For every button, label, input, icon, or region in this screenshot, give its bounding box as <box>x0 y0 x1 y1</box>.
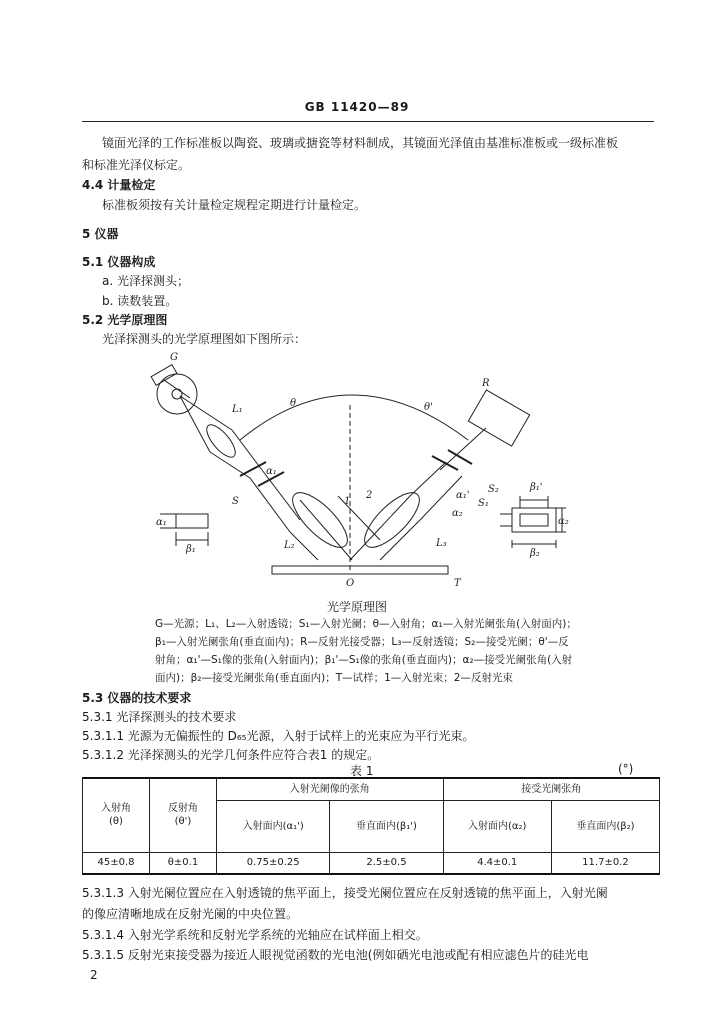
paragraph-line: 5.3.1.4 入射光学系统和反射光学系统的光轴应在试样面上相交。 <box>82 928 428 942</box>
receiver-r <box>468 390 529 446</box>
label-b2: β₂ <box>530 548 540 559</box>
header-in-aperture: 入射光阑像的张角 <box>217 778 444 800</box>
paragraph-line: 的像应清晰地成在反射光阑的中央位置。 <box>82 907 299 921</box>
label-s: S <box>232 496 239 507</box>
label-s1: S₁ <box>478 498 489 509</box>
label-two: 2 <box>366 490 373 501</box>
header-col: 垂直面内(β₂) <box>551 800 659 852</box>
list-item: b. 读数装置。 <box>102 294 178 308</box>
table-cell: θ±0.1 <box>150 852 217 874</box>
lens-l1 <box>202 421 240 462</box>
label-g: G <box>170 352 178 363</box>
header-col: 入射面内(α₂) <box>443 800 551 852</box>
table-cell: 4.4±0.1 <box>443 852 551 874</box>
table-cell: 2.5±0.5 <box>330 852 443 874</box>
header-incident: 入射角 (θ) <box>83 778 150 852</box>
label-l3: L₃ <box>436 538 447 549</box>
table-cell: 11.7±0.2 <box>551 852 659 874</box>
label-s2: S₂ <box>488 484 499 495</box>
header-rule <box>82 121 654 122</box>
optical-diagram <box>140 350 590 595</box>
table-cell: 0.75±0.25 <box>217 852 330 874</box>
paragraph-line: 5.3.1.3 入射光阑位置应在入射透镜的焦平面上，接受光阑位置应在反射透镜的焦平面上，入射光阑 <box>82 886 608 900</box>
aperture-detail-right <box>512 508 556 532</box>
page-number: 2 <box>90 968 98 982</box>
table-unit: (°) <box>618 762 634 776</box>
header-reflect: 反射角 (θ') <box>150 778 217 852</box>
legend-line: G—光源；L₁、L₂—入射透镜；S₁—入射光阑；θ—入射角；α₁—入射光阑张角(入射面内)； <box>155 618 577 630</box>
section-heading-5-3: 5.3 仪器的技术要求 <box>82 691 192 705</box>
label-b1: β₁ <box>186 544 196 555</box>
section-heading-5-3-1: 5.3.1 光泽探测头的技术要求 <box>82 710 237 724</box>
label-t: T <box>454 578 461 589</box>
legend-line: β₁—入射光阑张角(垂直面内)；R—反射光接受器；L₃—反射透镜；S₂—接受光阑；θ'—反 <box>155 636 569 648</box>
label-l1: L₁ <box>232 404 243 415</box>
label-b1p: β₁' <box>530 482 543 493</box>
label-a1: α₁ <box>266 466 277 477</box>
label-o: O <box>346 578 355 589</box>
label-l2: L₂ <box>284 540 295 551</box>
label-theta-prime: θ' <box>424 402 433 413</box>
table-row <box>83 852 660 874</box>
legend-line: 射角；α₁'—S₁像的张角(入射面内)；β₁'—S₁像的张角(垂直面内)；α₂—接受光阑张角(入射 <box>155 654 573 666</box>
section-heading-5-1: 5.1 仪器构成 <box>82 255 156 269</box>
header-rec-aperture: 接受光阑张角 <box>443 778 660 800</box>
sample-t <box>272 566 448 574</box>
angle-arc <box>240 395 468 440</box>
table-cell: 45±0.8 <box>83 852 150 874</box>
aperture-detail-left <box>176 514 208 528</box>
section-heading-4-4: 4.4 计量检定 <box>82 178 156 192</box>
section-heading-5-2: 5.2 光学原理图 <box>82 313 168 327</box>
label-a1p: α₁' <box>456 490 470 501</box>
paragraph-line: 镜面光泽的工作标准板以陶瓷、玻璃或搪瓷等材料制成，其镜面光泽值由基准标准板或一级标准板 <box>102 136 619 150</box>
paragraph-line: 标准板须按有关计量检定规程定期进行计量检定。 <box>102 198 367 212</box>
header-col: 垂直面内(β₁') <box>330 800 443 852</box>
legend-line: 面内)；β₂—接受光阑张角(垂直面内)；T—试样；1—入射光束；2—反射光束 <box>155 672 513 684</box>
figure-caption: 光学原理图 <box>326 600 387 614</box>
table-title: 表 1 <box>350 764 374 778</box>
list-item: a. 光泽探测头； <box>102 274 189 288</box>
label-r: R <box>482 378 490 389</box>
page-header: GB 11420—89 <box>304 100 410 114</box>
label-a1-left: α₁ <box>156 517 167 528</box>
header-col: 入射面内(α₁') <box>217 800 330 852</box>
section-heading-5: 5 仪器 <box>82 227 119 241</box>
label-theta: θ <box>290 398 297 409</box>
label-a2: α₂ <box>452 508 463 519</box>
label-a2-right: α₂ <box>558 516 569 527</box>
geometry-table <box>82 777 660 875</box>
paragraph-line: 光泽探测头的光学原理图如下图所示： <box>102 332 307 346</box>
paragraph-line: 和标准光泽仪标定。 <box>82 158 191 172</box>
paragraph-line: 5.3.1.5 反射光束接受器为接近人眼视觉函数的光电池(例如硒光电池或配有相应滤色片的硅光电 <box>82 948 589 962</box>
paragraph-line: 5.3.1.1 光源为无偏振性的 D₆₅光源，入射于试样上的光束应为平行光束。 <box>82 729 475 743</box>
paragraph-line: 5.3.1.2 光泽探测头的光学几何条件应符合表1 的规定。 <box>82 748 380 762</box>
light-source-circle <box>157 374 197 414</box>
label-one: 1 <box>344 496 351 507</box>
